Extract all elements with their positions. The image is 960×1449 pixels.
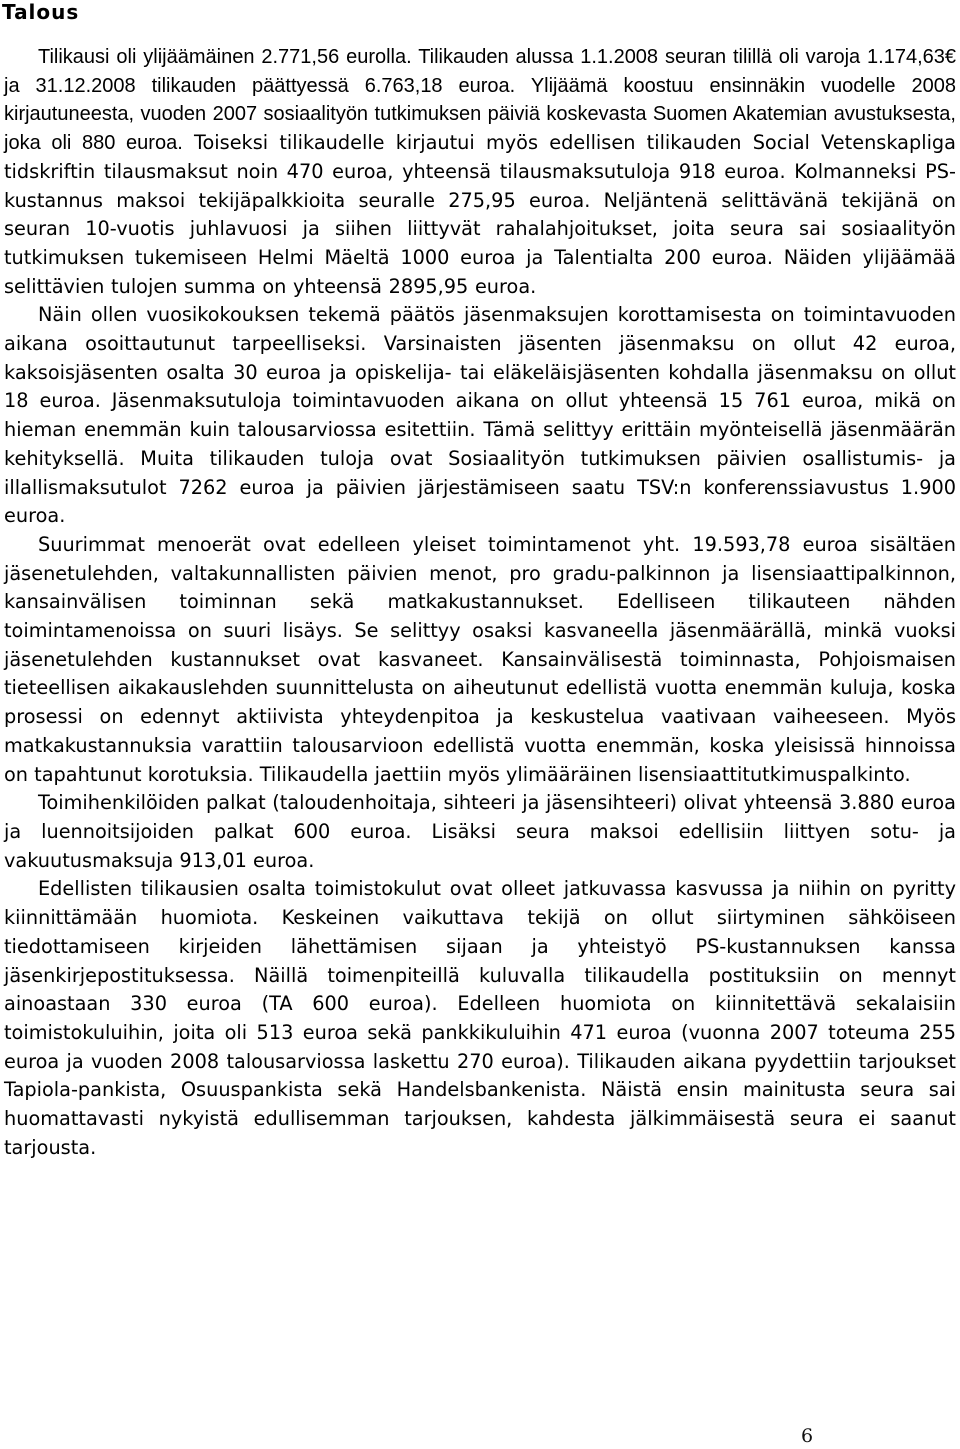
paragraph-3: Näin ollen vuosikokouksen tekemä päätös jäsenmaksujen korottamisesta on toimintavuoden aikana osoittautunut tarpeelliseksi. Varsinaisten jäsenten jäsenmaksu on ollut 42 euroa, kaksoisjäsenten osalta 30 euroa ja opiskelija- tai eläkeläisjäsenten kohdalla jäsenmaksu on ollut 18 euroa. Jäsenmaksutuloja toimintavuoden aikana on ollut yhteensä 15 761 euroa, mikä on hieman enemmän kuin talousarviossa esitettiin. Tämä selittyy erittäin myönteisellä jäsenmäärän kehityksellä. Muita tilikauden tuloja ovat Sosiaalityön tutkimuksen päivien osallistumis- ja illallismaksutulot 7262 euroa ja päivien järjestämiseen saatu TSV:n konferenssiavustus 1.900 euroa. (4, 303, 956, 528)
section-title: Talous (2, 0, 80, 24)
body-text (4, 43, 956, 1162)
page-number: 6 (801, 1425, 814, 1447)
paragraph-4: Suurimmat menoerät ovat edelleen yleiset toimintamenot yht. 19.593,78 euroa sisältäen jäsenetulehden, valtakunnallisten päivien menot, pro gradu-palkinnon ja lisensiaattipalkinnon, kansainvälisen toiminnan sekä matkakustannukset. Edelliseen tilikauteen nähden toimintamenoissa on suuri lisäys. Se selittyy osaksi kasvaneella jäsenmäärällä, minkä vuoksi jäsenetulehden kustannukset ovat kasvaneet. Kansainvälisestä toiminnasta, Pohjoismaisen tieteellisen aikakauslehden suunnittelusta on aiheutunut edellistä vuotta enemmän kuluja, koska prosessi on edennyt aktiivista yhteydenpitoa ja keskustelua vaativaan vaiheeseen. Myös matkakustannuksia varattiin talousarvioon edellistä vuotta enemmän, koska yleisissä hinnoissa on tapahtunut korotuksia. Tilikaudella jaettiin myös ylimääräinen lisensiaattitutkimuspalkinto. (4, 532, 956, 786)
paragraph-1: Tilikausi oli ylijäämäinen 2.771,56 eurolla. Tilikauden alussa 1.1.2008 seuran tilillä oli varoja 1.174,63€ ja 31.12.2008 tilikauden päättyessä 6.763,18 euroa. Ylijäämä koostuu ensinnäkin vuodelle 2008 kirjautuneesta, vuoden 2007 sosiaalityön tutkimuksen päiviä koskevasta Suomen Akatemian avustuksesta, joka oli 880 euroa. Toiseksi tilikaudelle kirjautui myös edellisen tilikauden Social Vetenskapliga tidskriftin tilausmaksut noin 470 euroa, yhteensä tilausmaksutuloja 918 euroa. Kolmanneksi PS-kustannus maksoi tekijäpalkkioita seuralle 275,95 euroa. Neljäntenä selittävänä tekijänä on seuran 10-vuotis juhlavuosi ja siihen liittyvät rahalahjoitukset, joita seura sai sosiaalityön tutkimuksen tukemiseen Helmi Mäeltä 1000 euroa ja Talentialta 200 euroa. Näiden ylijäämää selittävien tulojen summa on yhteensä 2895,95 euroa. (4, 46, 956, 298)
paragraph-2-inline: Toiseksi tilikaudelle kirjautui myös edellisen tilikauden Social Vetenskapliga tidskriftin tilausmaksut noin 470 euroa, yhteensä tilausmaksutuloja 918 euroa. Kolmanneksi PS-kustannus maksoi tekijäpalkkioita seuralle 275,95 euroa. Neljäntenä selittävänä tekijänä on seuran 10-vuotis juhlavuosi ja siihen liittyvät rahalahjoitukset, joita seura sai sosiaalityön tutkimuksen tukemiseen Helmi Mäeltä 1000 euroa ja Talentialta 200 euroa. Näiden ylijäämää selittävien tulojen summa on yhteensä 2895,95 euroa. (4, 131, 956, 298)
paragraph-6: Edellisten tilikausien osalta toimistokulut ovat olleet jatkuvassa kasvussa ja niihin on pyritty kiinnittämään huomiota. Keskeinen vaikuttava tekijä on ollut siirtyminen sähköiseen tiedottamiseen kirjeiden lähettämisen sijaan ja yhteistyö PS-kustannuksen kanssa jäsenkirjepostituksessa. Näillä toimenpiteillä kuluvalla tilikaudella postituksiin on mennyt ainoastaan 330 euroa (TA 600 euroa). Edelleen huomiota on kiinnitettävä sekalaisiin toimistokuluihin, joita oli 513 euroa sekä pankkikuluihin 471 euroa (vuonna 2007 toteuma 255 euroa ja vuoden 2008 talousarviossa laskettu 270 euroa). Tilikauden aikana pyydettiin tarjoukset Tapiola-pankista, Osuuspankista sekä Handelsbankenista. Näistä ensin mainitusta seura sai huomattavasti nykyistä edullisemman tarjouksen, kahdesta jälkimmäisestä seura ei saanut tarjousta. (4, 877, 956, 1159)
paragraph-5: Toimihenkilöiden palkat (taloudenhoitaja, sihteeri ja jäsensihteeri) olivat yhteensä 3.880 euroa ja luennoitsijoiden palkat 600 euroa. Lisäksi seura maksoi edellisiin liittyen sotu- ja vakuutusmaksuja 913,01 euroa. (4, 791, 956, 872)
